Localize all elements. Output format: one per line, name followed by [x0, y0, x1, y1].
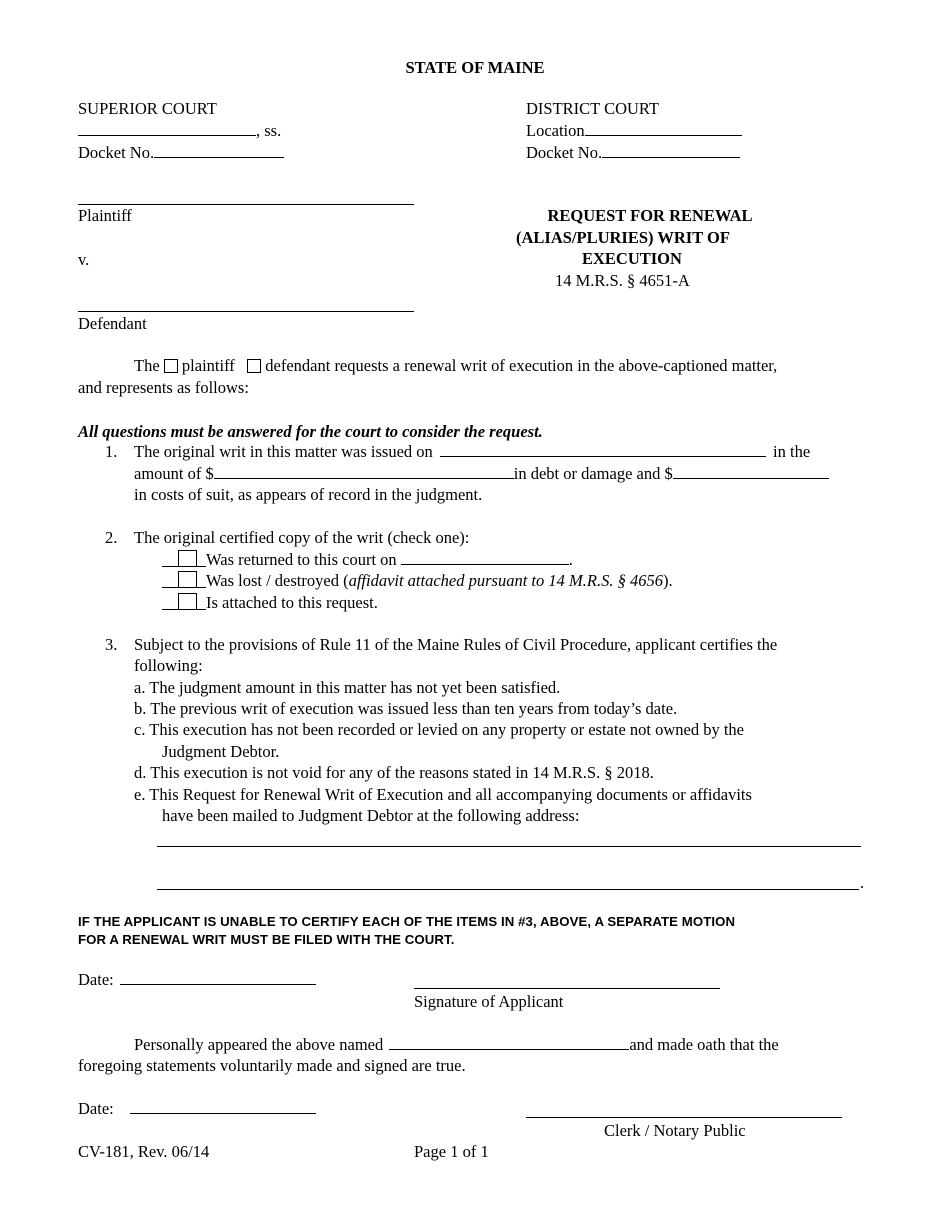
oath-made-label: and made oath that the: [629, 1035, 779, 1054]
defendant-name-line[interactable]: [78, 311, 414, 312]
item3-number: 3.: [105, 635, 118, 654]
attached-checkbox[interactable]: [178, 593, 197, 610]
location-field[interactable]: [585, 121, 742, 136]
attached-checkbox-wrap: [162, 593, 206, 610]
intro-line-1: [134, 356, 777, 376]
district-docket-row: [526, 143, 740, 163]
item3-b: b. The previous writ of execution was issued less than ten years from today’s date.: [134, 699, 678, 718]
returned-checkbox-wrap: [162, 550, 206, 567]
district-location-row: [526, 121, 742, 141]
item3-line-2: following:: [134, 656, 203, 675]
oath-line-2: foregoing statements voluntarily made and signed are true.: [78, 1056, 466, 1075]
address-period: .: [860, 873, 865, 892]
clerk-date-row: [78, 1099, 316, 1119]
oath-name-field[interactable]: [389, 1035, 629, 1050]
applicant-date-label: Date:: [78, 970, 114, 989]
item3-e-2: have been mailed to Judgment Debtor at the following address:: [162, 806, 580, 825]
clerk-signature-label: Clerk / Notary Public: [604, 1121, 746, 1140]
item3-e-1: e. This Request for Renewal Writ of Execution and all accompanying documents or affidavits: [134, 785, 752, 804]
title-line-1: REQUEST FOR RENEWAL: [547, 206, 753, 225]
superior-county-row: [78, 121, 281, 141]
item1-debt-label: in debt or damage and $: [513, 464, 673, 483]
ss-label: , ss.: [256, 121, 282, 140]
item1-number: 1.: [105, 442, 118, 461]
oath-named-label: Personally appeared the above named: [134, 1035, 384, 1054]
location-label: Location: [526, 121, 585, 140]
lost-checkbox-wrap: [162, 571, 206, 588]
clerk-signature-line[interactable]: [526, 1117, 842, 1118]
returned-date-field[interactable]: [401, 550, 569, 565]
item2-text: The original certified copy of the writ (check one):: [134, 528, 470, 547]
address-line-2[interactable]: [157, 889, 859, 890]
item2-option-returned: [162, 550, 573, 570]
returned-period: .: [568, 550, 573, 569]
form-number: CV-181, Rev. 06/14: [78, 1142, 210, 1161]
returned-label: Was returned to this court on: [206, 550, 397, 569]
item2-option-attached: [162, 593, 378, 613]
district-court-label: DISTRICT COURT: [526, 99, 660, 118]
instruction-text: All questions must be answered for the court to consider the request.: [78, 422, 543, 441]
intro-plaintiff-label: plaintiff: [181, 356, 235, 375]
notice-line-2: FOR A RENEWAL WRIT MUST BE FILED WITH THE COURT.: [78, 932, 455, 947]
applicant-date-row: [78, 970, 316, 990]
item3-c-1: c. This execution has not been recorded or levied on any property or estate not owned by the: [134, 720, 745, 739]
lost-checkbox[interactable]: [178, 571, 197, 588]
attached-label: Is attached to this request.: [206, 593, 378, 612]
applicant-signature-label: Signature of Applicant: [414, 992, 564, 1011]
applicant-date-field[interactable]: [120, 970, 316, 985]
applicant-signature-line[interactable]: [414, 988, 720, 989]
item2-option-lost: [162, 571, 673, 591]
plaintiff-checkbox[interactable]: [164, 359, 178, 373]
intro-the: The: [134, 356, 160, 375]
superior-docket-row: [78, 143, 284, 163]
item2-number: 2.: [105, 528, 118, 547]
district-docket-label: Docket No.: [526, 143, 603, 162]
title-line-2: (ALIAS/PLURIES) WRIT OF: [516, 228, 730, 247]
district-docket-field[interactable]: [602, 143, 740, 158]
item1-line-3: in costs of suit, as appears of record in the judgment.: [134, 485, 483, 504]
item1-line-1: [134, 442, 810, 462]
intro-line-2: and represents as follows:: [78, 378, 249, 397]
clerk-date-field[interactable]: [130, 1099, 316, 1114]
title-statute: 14 M.R.S. § 4651-A: [555, 271, 690, 290]
plaintiff-label: Plaintiff: [78, 206, 132, 225]
lost-label: Was lost / destroyed (: [206, 571, 349, 590]
item3-a: a. The judgment amount in this matter has not yet been satisfied.: [134, 678, 561, 697]
item1-line-2: [134, 464, 829, 484]
item3-c-2: Judgment Debtor.: [162, 742, 280, 761]
address-line-1[interactable]: [157, 846, 861, 847]
plaintiff-name-line[interactable]: [78, 204, 414, 205]
returned-checkbox[interactable]: [178, 550, 197, 567]
item1-issued-label: The original writ in this matter was issued on: [134, 442, 433, 461]
lost-end: ).: [662, 571, 673, 590]
item3-line-1: Subject to the provisions of Rule 11 of the Maine Rules of Civil Procedure, applicant certifies the: [134, 635, 778, 654]
defendant-label: Defendant: [78, 314, 147, 333]
defendant-checkbox[interactable]: [247, 359, 261, 373]
lost-affidavit-note: affidavit attached pursuant to 14 M.R.S. § 4656: [348, 571, 663, 590]
item1-in-the: in the: [773, 442, 811, 461]
clerk-date-label: Date:: [78, 1099, 114, 1118]
superior-docket-label: Docket No.: [78, 143, 155, 162]
versus-label: v.: [78, 250, 90, 269]
issue-date-field[interactable]: [440, 442, 766, 457]
state-heading: STATE OF MAINE: [405, 58, 545, 77]
intro-defendant-label: defendant requests a renewal writ of execution in the above-captioned matter,: [265, 356, 778, 375]
item1-amount-label: amount of $: [134, 464, 214, 483]
superior-docket-field[interactable]: [154, 143, 284, 158]
costs-amount-field[interactable]: [673, 464, 829, 479]
notice-line-1: IF THE APPLICANT IS UNABLE TO CERTIFY EACH OF THE ITEMS IN #3, ABOVE, A SEPARATE MOTION: [78, 914, 736, 929]
debt-amount-field[interactable]: [214, 464, 514, 479]
county-field[interactable]: [78, 121, 256, 136]
page-number: Page 1 of 1: [414, 1142, 489, 1161]
superior-court-label: SUPERIOR COURT: [78, 99, 217, 118]
item3-d: d. This execution is not void for any of the reasons stated in 14 M.R.S. § 2018.: [134, 763, 654, 782]
title-line-3: EXECUTION: [582, 249, 682, 268]
oath-line-1: [134, 1035, 779, 1055]
